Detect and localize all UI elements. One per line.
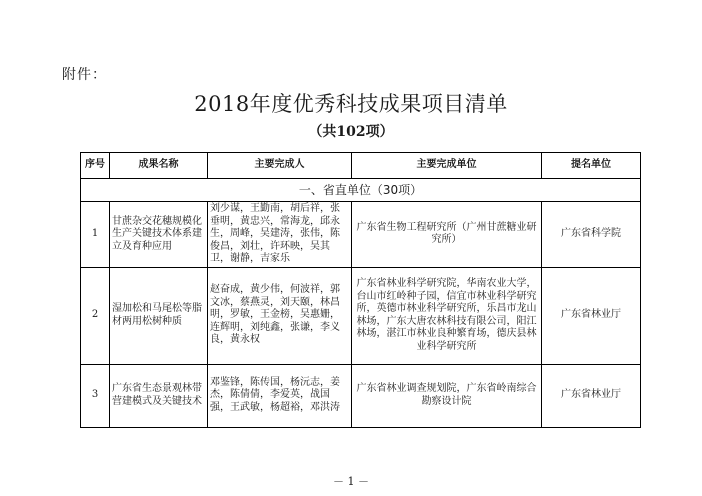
- row-units: 广东省生物工程研究所（广州甘蔗糖业研究所）: [352, 202, 542, 268]
- row-people: 刘少谋，王勤南，胡后祥，张垂明，黄忠兴，常海龙，邱永生，周峰，吴建涛，张伟，陈俊昌，刘壮，许环映，吴其卫，谢静，吉家乐: [208, 202, 352, 268]
- row-units: 广东省林业科学研究院，华南农业大学，台山市红岭种子园，信宜市林业科学研究所，英德市林业科学研究所，乐昌市龙山林场，广东大唐农林科技有限公司，阳江林场，湛江市林业良种繁育场，德庆县林业科学研究所: [352, 267, 542, 364]
- row-people: 赵奋成，黄少伟，何波祥，郭文冰，蔡燕灵，刘天颐，林昌明，罗敏，王金榜，吴惠姗，连辉明，刘纯鑫，张谦，李义良，黄永权: [208, 267, 352, 364]
- header-units: 主要完成单位: [352, 153, 542, 179]
- row-name: 湿加松和马尾松等脂材两用松树种质: [110, 267, 208, 364]
- header-nominator: 提名单位: [542, 153, 641, 179]
- table-row: [81, 364, 641, 427]
- row-units: 广东省林业调查规划院，广东省岭南综合勘察设计院: [352, 364, 542, 427]
- achievement-table: [80, 152, 641, 428]
- header-people: 主要完成人: [208, 153, 352, 179]
- table-row: [81, 267, 641, 364]
- attachment-label: 附件：: [62, 67, 107, 83]
- header-no: 序号: [81, 153, 110, 179]
- row-name: 广东省生态景观林带营建模式及关键技术: [110, 364, 208, 427]
- row-nominator: 广东省林业厅: [542, 364, 641, 427]
- row-nominator: 广东省林业厅: [542, 267, 641, 364]
- document-title: 2018年度优秀科技成果项目清单: [194, 92, 508, 116]
- row-no: 1: [81, 202, 110, 268]
- row-name: 甘蔗杂交花穗规模化生产关键技术体系建立及育种应用: [110, 202, 208, 268]
- section-row: [81, 179, 641, 202]
- row-nominator: 广东省科学院: [542, 202, 641, 268]
- table-row: [81, 202, 641, 268]
- header-name: 成果名称: [110, 153, 208, 179]
- page-number: － 1 －: [333, 475, 369, 488]
- section-heading: 一、省直单位（30项）: [81, 179, 641, 202]
- row-no: 2: [81, 267, 110, 364]
- row-people: 邓鉴锋，陈传国，杨沅志，姜 杰，陈倩倩，李爱英，战国强，王武敏，杨超裕，邓洪涛: [208, 364, 352, 427]
- table-header-row: [81, 153, 641, 179]
- row-no: 3: [81, 364, 110, 427]
- document-subtitle: （共102项）: [308, 124, 394, 140]
